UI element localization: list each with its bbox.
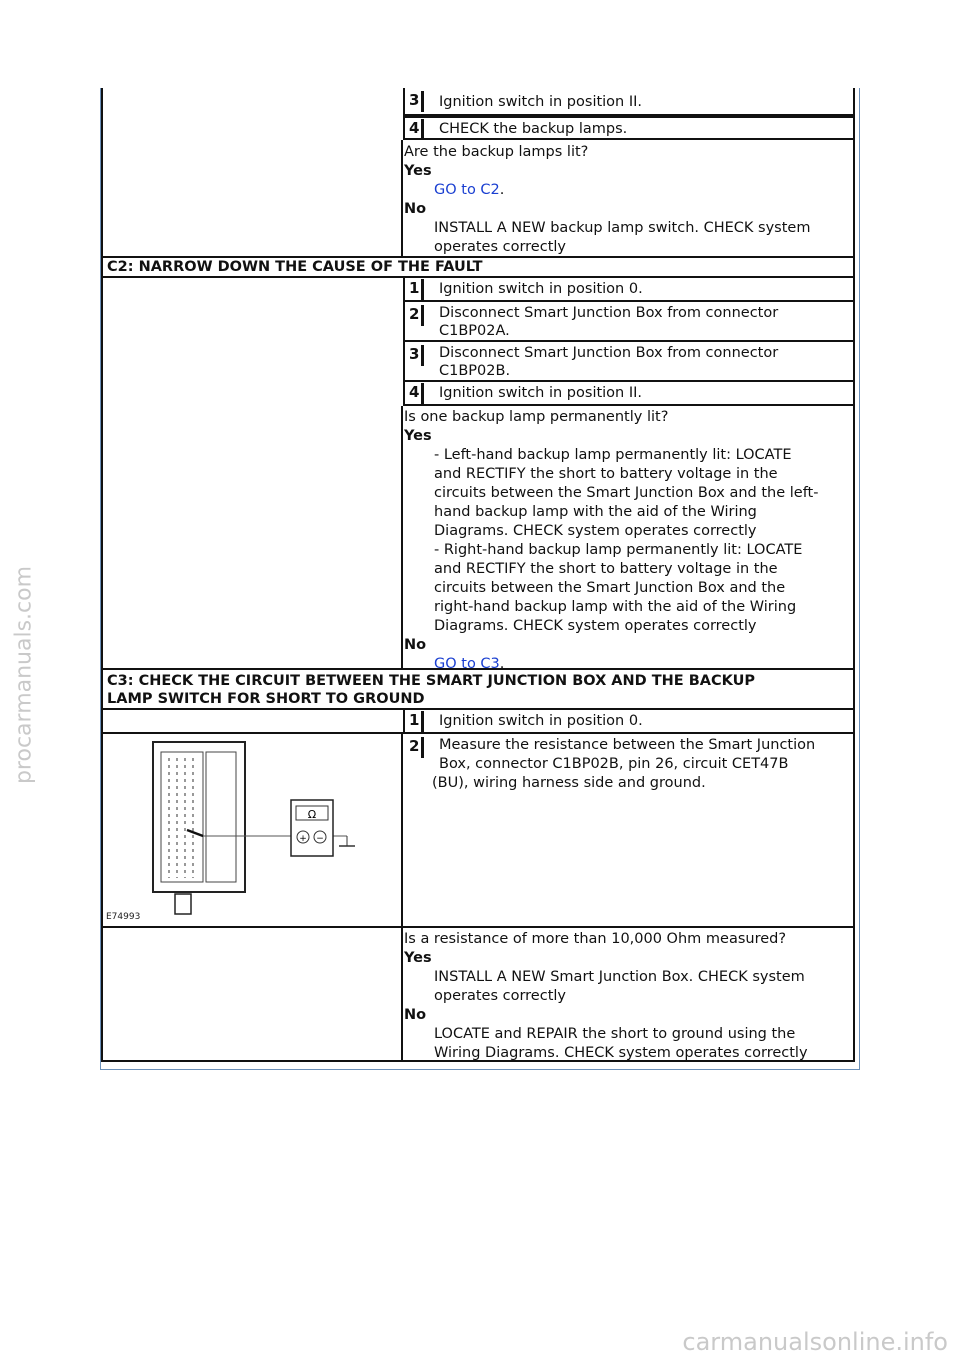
- yes-action-line: operates correctly: [434, 988, 566, 1004]
- no-action: GO to C3.: [434, 656, 505, 672]
- step-text: Disconnect Smart Junction Box from connector: [439, 345, 779, 361]
- c2-header-row: [101, 256, 855, 278]
- yes-action-line: - Left-hand backup lamp permanently lit: LOCATE: [434, 447, 792, 463]
- connector-measurement-diagram: [103, 734, 401, 924]
- c2-step-4-row: [403, 382, 855, 406]
- connector-pin-block: [161, 752, 203, 882]
- step-text: Measure the resistance between the Smart Junction: [439, 737, 816, 753]
- step-text: C1BP02B.: [439, 363, 511, 379]
- yes-action-line: hand backup lamp with the aid of the Wiring: [434, 504, 757, 520]
- ohm-symbol: Ω: [307, 808, 317, 821]
- yes-action-line: Diagrams. CHECK system operates correctly: [434, 523, 757, 539]
- c1-step-3-row: [403, 88, 855, 116]
- svg-text:+: +: [299, 834, 307, 844]
- c2-step-3-row: [403, 342, 855, 382]
- yes-label: Yes: [404, 428, 432, 444]
- c3-left-cell-2: [101, 928, 403, 1062]
- step-number: 3: [409, 91, 424, 112]
- c3-result-cell: [401, 928, 855, 1062]
- step-number: 4: [409, 383, 424, 404]
- connector-tab: [175, 894, 191, 914]
- step-text: Ignition switch in position 0.: [439, 281, 643, 297]
- step-text: Ignition switch in position 0.: [439, 713, 643, 729]
- connector-pins: [169, 758, 193, 878]
- diagnostic-table-frame: [100, 88, 860, 1070]
- side-watermark: procarmanuals.com: [11, 565, 37, 785]
- step-text: CHECK the backup lamps.: [439, 121, 628, 137]
- step-number: 4: [409, 119, 424, 140]
- section-header: LAMP SWITCH FOR SHORT TO GROUND: [107, 691, 425, 707]
- svg-text:−: −: [316, 834, 324, 844]
- c3-header-row: [101, 670, 855, 710]
- yes-action-line: right-hand backup lamp with the aid of the Wiring: [434, 599, 797, 615]
- c3-step-1-row: [403, 710, 855, 734]
- c1-left-cell: [101, 88, 403, 258]
- yes-action-line: circuits between the Smart Junction Box and the: [434, 580, 786, 596]
- bottom-watermark: carmanualsonline.info: [682, 1328, 948, 1356]
- c3-left-cell-1: [101, 710, 403, 734]
- no-action-line: Wiring Diagrams. CHECK system operates correctly: [434, 1045, 808, 1061]
- question-text: Are the backup lamps lit?: [404, 144, 589, 160]
- c2-result-cell: [401, 406, 855, 670]
- step-number: 2: [409, 305, 424, 326]
- step-text: (BU), wiring harness side and ground.: [432, 775, 706, 791]
- figure-label: E74993: [106, 912, 141, 922]
- step-text: Ignition switch in position II.: [439, 385, 643, 401]
- no-label: No: [404, 1007, 427, 1023]
- c2-step-1-row: [403, 278, 855, 302]
- step-text: Ignition switch in position II.: [439, 94, 643, 110]
- no-action-line: LOCATE and REPAIR the short to ground using the: [434, 1026, 796, 1042]
- c1-step-4-row: [403, 116, 855, 140]
- connector-outline: [153, 742, 245, 892]
- yes-action: GO to C2.: [434, 182, 505, 198]
- step-number: 2: [409, 737, 424, 758]
- yes-action-line: INSTALL A NEW Smart Junction Box. CHECK system: [434, 969, 805, 985]
- yes-action-line: and RECTIFY the short to battery voltage in the: [434, 561, 778, 577]
- step-text: Box, connector C1BP02B, pin 26, circuit CET47B: [439, 756, 789, 772]
- yes-action-line: Diagrams. CHECK system operates correctly: [434, 618, 757, 634]
- no-label: No: [404, 637, 427, 653]
- no-action-line: INSTALL A NEW backup lamp switch. CHECK system: [434, 220, 811, 236]
- yes-action-line: - Right-hand backup lamp permanently lit: LOCATE: [434, 542, 803, 558]
- c3-figure-cell: [101, 734, 403, 928]
- step-number: 3: [409, 345, 424, 366]
- c2-step-2-row: [403, 302, 855, 342]
- section-header: C2: NARROW DOWN THE CAUSE OF THE FAULT: [107, 259, 483, 275]
- step-number: 1: [409, 279, 424, 300]
- probe-tip: [187, 830, 203, 836]
- question-text: Is a resistance of more than 10,000 Ohm measured?: [404, 931, 787, 947]
- step-text: Disconnect Smart Junction Box from connector: [439, 305, 779, 321]
- yes-action-line: circuits between the Smart Junction Box and the left-: [434, 485, 819, 501]
- question-text: Is one backup lamp permanently lit?: [404, 409, 669, 425]
- no-action-line: operates correctly: [434, 239, 566, 255]
- c3-step-2-cell: [401, 734, 855, 928]
- c2-left-cell: [101, 278, 403, 670]
- step-number: 1: [409, 711, 424, 732]
- connector-latch: [206, 752, 236, 882]
- no-label: No: [404, 201, 427, 217]
- yes-label: Yes: [404, 950, 432, 966]
- c1-result-cell: [401, 140, 855, 258]
- yes-action-line: and RECTIFY the short to battery voltage in the: [434, 466, 778, 482]
- go-to-c3-link[interactable]: GO to C3: [434, 656, 500, 672]
- go-to-c2-link[interactable]: GO to C2: [434, 182, 500, 198]
- step-text: C1BP02A.: [439, 323, 510, 339]
- section-header: C3: CHECK THE CIRCUIT BETWEEN THE SMART JUNCTION BOX AND THE BACKUP: [107, 673, 756, 689]
- yes-label: Yes: [404, 163, 432, 179]
